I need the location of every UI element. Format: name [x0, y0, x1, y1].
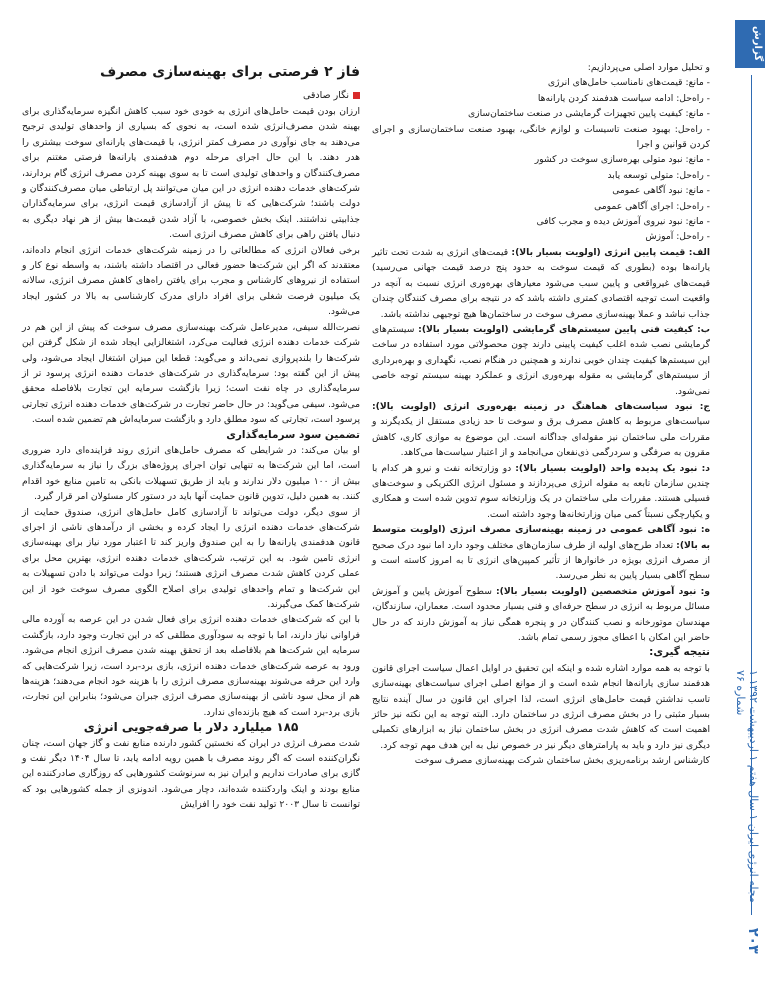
section-text: سیستم‌های گرمایشی نصب شده اغلب کیفیت پایینی دارند چون محصولاتی مورد استفاده در ساخت این سیستم‌ها کیفیت چندان خوبی ندارند و همچنین در هنگام نصب، نگهداری و بهره‌برداری از سیستم‌های گرمایشی به مقوله بهره‌وری انرژی و عملکرد بهینه سیستم توجه خاصی نمی‌شود.: [372, 323, 710, 397]
section-paragraph: [372, 399, 710, 461]
body-paragraph: نصرت‌الله سیفی، مدیرعامل شرکت بهینه‌سازی مصرف سوخت که پیش از این هم در شرکت خدمات دهنده انرژی فعالیت می‌کرد، اشتغالزایی ایجاد شده از شکل گرفتن این شرکت‌ها را بلندپروازی نمی‌داند و می‌گوید: قطعا این میزان اشتغال ایجاد می‌شود، ولی پیش از این گفته بود: سرمایه‌گذاری در شرکت‌های خدمات دهنده انرژی پرسود تر از سرمایه‌گذاری در چاه نفت است؛ زیرا بازگشت سرمایه این تجارت بلافاصله محقق می‌شود. سیفی می‌گوید: در حال حاضر تجارت در شرکت‌های خدمات دهنده انرژی تجارتی پرسود است، تجارتی که سود مطلق دارد و بازگشت سرمایه‌اش هم تضمین شده است.: [22, 321, 360, 426]
list-item: - مانع: کیفیت پایین تجهیزات گرمایشی در صنعت ساختمان‌سازی: [467, 108, 710, 120]
section-label: ه: نبود آگاهی عمومی در زمینه بهینه‌سازی مصرف انرژی (اولویت متوسط به بالا):: [372, 524, 711, 551]
list-item: - مانع: نبود نیروی آموزش دیده و مجرب کافی: [536, 216, 710, 228]
section-paragraph: [372, 584, 710, 646]
issue-meta: مجله انرژی ایران ۱ سال هفتم ۱ اردیبهشت ۱۳۹۲ ۱ شماره ۷۶: [734, 670, 760, 903]
right-intro: و تحلیل موارد اصلی می‌پردازیم:: [587, 62, 710, 73]
page-number: ۲۰۳: [745, 928, 761, 954]
list-item: - راه‌حل: بهبود صنعت تاسیسات و لوازم خانگی، بهبود صنعت ساختمان‌سازی و اجرای کردن قوانین و اجرا: [372, 123, 710, 151]
author-marker: [353, 92, 360, 99]
section-label: ب: کیفیت فنی پایین سیستم‌های گرمایشی (اولویت بسیار بالا):: [418, 323, 711, 335]
section-text: سطوح آموزش پایین و آموزش مسائل مربوط به انرژی در سطح حرفه‌ای و فنی بسیار محدود است. معماران، سازندگان، مهندسان موتورخانه و نصب کنندگان در و پنجره همگی نیاز به آموزش دارند که در حال حاضر این امکان با اعطای مجوز رسمی تمام باشد.: [372, 585, 710, 644]
body-paragraph: برخی فعالان انرژی که مطالعاتی را در زمینه شرکت‌های خدمات انرژی انجام داده‌اند، معتقدند که اگر این شرکت‌ها حضور فعالی در اقتصاد داشته باشند، به واسطه نوع کار و استفاده از نیروهای کارشناس و مجرب برای یافتن راه‌های کاهش مصرف انرژی، سالانه یک میلیون فرصت شغلی برای افراد دارای مدرک کارشناسی به بالا در کشور ایجاد می‌شود.: [22, 244, 360, 318]
section-paragraph: [372, 461, 710, 523]
section-tab: [735, 20, 765, 68]
section-tab-label: گزارش: [752, 26, 763, 62]
section-text: قیمت‌های انرژی به شدت تحت تاثیر یارانه‌ها بوده (بطوری که قیمت سوخت به حدود پنج درصد قیمت جهانی می‌رسید) قیمت‌های غیرواقعی و پایین سبب می‌شود معیارهای بهره‌وری انرژی نسبت به آنچه در واقعیت است توجیه اقتصادی کمتری داشته باشد که در نتیجه برای مصرف کنندگان چندان جذاب نباشد و عملا بهینه‌سازی مصرف سوخت در ساختمان‌ها هیچ توجیهی نداشته باشد.: [372, 246, 710, 320]
list-item: - مانع: قیمت‌های نامناسب حامل‌های انرژی: [547, 77, 710, 89]
section-text: تعداد طرح‌های اولیه از طرف سازمان‌های مختلف وجود دارد اما نبود درک صحیح از مصرف انرژی بویژه در خانوارها از تأثیر کمپین‌های انرژی تا به امروز کاسته است و سطح آگاهی بسیار پایین به نظر می‌رسد.: [372, 539, 710, 582]
body-paragraph: ارزان بودن قیمت حامل‌های انرژی به خودی خود سبب کاهش انگیزه سرمایه‌گذاری برای بهینه شدن مصرف‌انرژی شده است، به نحوی که بسیاری از واحدهای تولیدی ترجیح می‌دهند به جای نوآوری در مصرف کمتر انرژی، با قیمت‌های یارانه‌ای سوخت بیشتری را هدر دهند. با این حال اجرای مرحله دوم هدفمندی یارانه‌ها فرصتی مغتنم برای مصرف‌کنندگان و واحدهای تولیدی است تا به سوی بهینه کردن مصرف انرژی گام بردارند، شرکت‌های خدمات دهنده انرژی در این میان می‌توانند پل ارتباطی میان مصرف‌کنندگان و دولت باشند؛ شرکت‌هایی که تا پیش از آزادسازی قیمت انرژی، برای سرمایه‌گذاران جذابیتی نداشتند. اینک بخش خصوصی، با آزاد شدن قیمت‌ها بیش از هر نهاد دیگری به دنبال یافتن راهی برای کاهش مصرف انرژی است.: [22, 106, 360, 241]
page-sidebar: [735, 0, 765, 990]
section-label: د: نبود یک پدیده واحد (اولویت بسیار بالا):: [515, 462, 710, 474]
article-title: فاز ۲ فرصتی برای بهینه‌سازی مصرف: [99, 64, 360, 80]
list-item: - راه‌حل: متولی توسعه یابد: [607, 169, 710, 181]
conclusion-title: نتیجه گیری:: [649, 646, 710, 659]
section-paragraph: [372, 322, 710, 399]
conclusion-text: با توجه به همه موارد اشاره شده و اینکه این تحقیق در اوایل اعمال سیاست اجرای قانون هدفمند سازی یارانه‌ها انجام شده است و از موانع اصلی اجرای سیاست‌های بهینه‌سازی تاسب نداشتن قیمت حامل‌های انرژی است، لذا اجرای این قانون در سال آینده نتایج بسیار مثبتی را در بخش مصرف انرژی در ساختمان دارد. البته توجه به این نکته نیز حائز اهمیت است که کاهش شدت مصرف انرژی در بخش ساختمان نیاز به ابزارهای تکمیلی دیگری نیز دارد و باید به پارامترهای دیگر نیز در خصوص نیل به این هدف مهم توجه کرد.: [372, 662, 710, 751]
section-paragraph: [372, 245, 710, 322]
section-label: و: نبود آموزش متخصصین (اولویت بسیار بالا):: [495, 585, 710, 597]
body-paragraph: او بیان می‌کند: در شرایطی که مصرف حامل‌های انرژی روند فزاینده‌ای دارد ضروری است، اما این شرکت‌ها به تنهایی توان اجرای پروژه‌های بزرگ را نیاز به سرمایه‌گذاری بیش از ۱۰۰ میلیون دلار ندارند و باید از طریق تسهیلات بانکی به تامین منابع خود اقدام کنند. به همین دلیل، تدوین قانون حمایت آنها باید در دستور کار مسئولان امر قرار گیرد.: [22, 444, 360, 503]
list-item: - راه‌حل: آموزش: [645, 231, 710, 243]
left-column: [22, 104, 360, 813]
list-item: - راه‌حل: ادامه سیاست هدفمند کردن یارانه‌ها: [537, 92, 710, 104]
author-line: [22, 90, 360, 101]
author-name: نگار صادقی: [302, 90, 349, 101]
section-text: سیاست‌های مربوط به کاهش مصرف برق و سوخت تا حد زیادی مستقل از یکدیگرند و مقررات ملی ساختمان نیز مقوله‌ای جداگانه است. این موضوع به موازی کاری، کاهش مقرون به صرفگی و سردرگمی ذی‌نفعان می‌انجامد و از اعتبار سیاست‌ها می‌کاهد.: [372, 416, 710, 459]
list-item: - راه‌حل: اجرای آگاهی عمومی: [594, 200, 710, 212]
right-column: [372, 60, 710, 769]
footnote: کارشناس ارشد برنامه‌ریزی بخش ساختمان شرکت بهینه‌سازی مصرف سوخت: [414, 755, 710, 767]
body-paragraph: با این که شرکت‌های خدمات دهنده انرژی برای فعال شدن در این عرصه به آورده مالی فراوانی نیاز دارند، اما با توجه به سودآوری مطلقی که در این تجارت وجود دارد، بازگشت سرمایه این شرکت‌ها هم بلافاصله بعد از تحقق بهینه شدن مصرف انرژی انجام می‌شود. ورود به عرصه شرکت‌های خدمات دهنده انرژی، بازی برد-برد است، زیرا شرکت‌هایی که وارد این حرفه می‌شوند بهینه‌سازی مصرف انرژی را با هزینه خود انجام می‌دهند؛ هزینه‌ها هم از محل سود ناشی از بهینه‌سازی مصرف انرژی جبران می‌شود؛ بنابراین این تجارت، بازی برد-برد است که هیچ بازنده‌ای ندارد.: [22, 614, 360, 718]
body-paragraph: از سوی دیگر، دولت می‌تواند تا آزادسازی کامل حامل‌های انرژی، صندوق حمایت از شرکت‌های خدمات دهنده انرژی را ایجاد کرده و بخشی از درآمدهای ناشی از اجرای قانون هدفمندی یارانه‌ها را به این صندوق واریز کند تا اعتبار مورد نیاز برای بهینه‌سازی انرژی تامین شود. به این ترتیب، شرکت‌های خدمات دهنده انرژی، بهترین محل برای عملی کردن کاهش شدت مصرف انرژی هستند؛ زیرا دولت می‌تواند با دادن تسهیلات به این شرکت‌ها و تمام واحدهای تولیدی برای اصلاح الگوی مصرف سوخت خود از این شرکت‌ها کمک می‌گیرند.: [22, 506, 360, 610]
section-text: دو وزارتخانه نفت و نیرو هر کدام با چندین سازمان تابعه به مقوله انرژی می‌پردازند و مسئول انرژی الکتریکی و سوخت‌های فسیلی هستند. مقررات ملی ساختمان در یک وزارتخانه سوم تدوین شده است و همکاری و یکپارچگی نسبتاً کمی میان وزارتخانه‌ها وجود داشته است.: [372, 462, 710, 520]
section-paragraph: [372, 522, 710, 584]
section-label: ج: نبود سیاست‌های هماهنگ در زمینه بهره‌وری انرژی (اولویت بالا):: [372, 400, 710, 412]
list-item: - مانع: نبود آگاهی عمومی: [612, 185, 710, 197]
second-article-title: ۱۸۵ میلیارد دلار با صرفه‌جویی انرژی: [83, 720, 299, 735]
section-label: الف: قیمت پایین انرژی (اولویت بسیار بالا):: [511, 246, 711, 258]
list-item: - مانع: نبود متولی بهره‌سازی سوخت در کشور: [534, 154, 710, 166]
body-paragraph: شدت مصرف انرژی در ایران که نخستین کشور دارنده منابع نفت و گاز جهان است، چنان نگران‌کننده است که اگر روند مصرف با همین رویه ادامه یابد، تا سال ۱۴۰۴ دیگر نفت و گازی برای صادرات نداریم و ایران نیز به سرنوشت کشورهایی که روزگاری صادرکننده این منابع بودند و اینک واردکننده شده‌اند، دچار می‌شود. اندونزی از جمله کشورهایی بود که توانست تا سال ۲۰۰۳ تولید نفت خود را افزایش: [22, 737, 361, 811]
obstacles-list: [372, 75, 710, 244]
subheading: تضمین سود سرمایه‌گذاری: [226, 428, 360, 441]
